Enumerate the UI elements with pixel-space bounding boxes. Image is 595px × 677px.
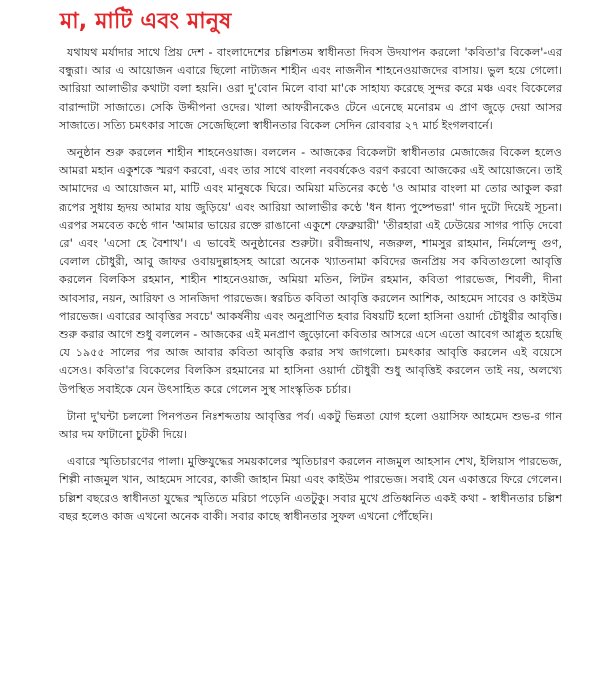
paragraph-4: এবারে স্মৃতিচারণের পালা। মুক্তিযুদ্ধের সময়কালের স্মৃতিচারণ করলেন নাজমুল আহসান শেখ, ইলিয়াস পারভেজ, শিল্পী নাজমুল খান, আহমেদ সাবের, কাজী জাহান মিয়া এবং কাইউম পারভেজ। সবাই যেন একাত্তরে ফিরে গেলেন। চল্লিশ বছরেও স্বাধীনতা যুদ্ধের স্মৃতিতে মরিচা পড়েনি এতটুকু। সবার মুখে প্রতিধ্বনিত একই কথা - স্বাধীনতার চল্লিশ বছর হলেও কাজ এখনো অনেক বাকী। সবার কাছে স্বাধীনতার সুফল এখনো পৌঁছেনি। xyxy=(59,455,562,523)
article-body xyxy=(59,44,562,535)
article-title: মা, মাটি এবং মানুষ xyxy=(60,9,232,34)
paragraph-3: টানা দু'ঘন্টা চললো পিনপতন নিঃশব্দতায় আবৃত্তির পর্ব। একটু ভিন্নতা যোগ হলো ওয়াসিফ আহমেদ শুভ-র গান আর দম ফাটানো চুটকী দিয়ে। xyxy=(59,409,562,442)
paragraph-2: অনুষ্ঠান শুরু করলেন শাহীন শাহনেওয়াজ। বললেন - আজকের বিকেলটা স্বাধীনতার মেজাজের বিকেল হলেও আমরা মহান একুশকে স্মরণ করবো, এবং তার সাথে বাংলা নববর্ষকেও বরণ করবো আজকের এই আয়োজনে। তাই আমাদের এ আয়োজন মা, মাটি এবং মানুষকে ঘিরে। অমিয়া মতিনের কণ্ঠে 'ও আমার বাংলা মা তোর আকুল করা রূপের সুধায় হৃদয় আমার যায় জুড়িয়ে' এবং আরিয়া আলাভীর কণ্ঠে 'ধন ধান্য পুষ্পেভরা' গান দুটো দিয়েই সূচনা। এরপর সমবেত কণ্ঠে গান 'আমার ভায়ের রক্তে রাঙানো একুশে ফেব্রুয়ারী' 'তীরহারা এই ঢেউয়ের সাগর পাড়ি দেবো রে' এবং 'এসো হে বৈশাখ'। এ ভাবেই অনুষ্ঠানের শুরুটা। রবীন্দ্রনাথ, নজরুল, শামসুর রাহমান, নির্মলেন্দু গুণ, বেলাল চৌধুরী, আবু জাফর ওবায়দুল্লাহসহ আরো অনেক খ্যাতনামা কবিদের জনপ্রিয় সব কবিতাগুলো আবৃত্তি করলেন বিলকিস রহমান, শাহীন শাহনেওয়াজ, অমিয়া মতিন, লিটন রহমান, কবিতা পারভেজ, শিবলী, দীনা আবসার, নয়ন, আরিফা ও সানজিদা পারভেজ। স্বরচিত কবিতা আবৃত্তি করলেন আশিক, আহমেদ সাবের ও কাইউম পারভেজ। এবারের আবৃত্তির সবচে' আকর্ষনীয় এবং অনুপ্রাণিত হবার বিষয়টি হলো হাসিনা ওয়ার্দা চৌধুরীর আবৃত্তি। শুরু করার আগে শুধু বললেন - আজকের এই মনপ্রাণ জুড়োনো কবিতার আসরে এসে এতো আবেগ আপ্লুত হয়েছি যে ১৯৫৫ সালের পর আজ আবার কবিতা আবৃত্তি করার সখ জাগলো। চমৎকার আবৃত্তি করলেন এই বয়েসে এসেও। কবিতা'র বিকেলের বিলকিস রহমানের মা হাসিনা ওয়ার্দা চৌধুরী শুধু আবৃত্তিই করলেন তাই নয়, অলখ্যে উপস্থিত সবাইকে যেন উৎসাহিত করে গেলেন সুস্থ সাংস্কৃতিক চর্চার। xyxy=(59,146,562,396)
paragraph-1: যথাযথ মর্যাদার সাথে প্রিয় দেশ - বাংলাদেশের চল্লিশতম স্বাধীনতা দিবস উদযাপন করলো 'কবিতা'র বিকেল'-এর বন্ধুরা। আর এ আয়োজন এবারে ছিলো নাট্যজন শাহীন এবং নাজনীন শাহনেওয়াজদের বাসায়। ভুল হয়ে গেলো। আরিয়া আলাভীর কথাটা বলা হয়নি। ওরা দু'বোন মিলে বাবা মা'কে সাহায্য করেছে সুন্দর করে মঞ্চ এবং বিকেলের বারান্দাটা সাজাতে। সেকি উদ্দীপনা ওদের। খালা আফরীনকেও টেনে এনেছে মনোরম এ প্রাণ জুড়ে দেয়া আসর সাজাতে। সত্যি চমৎকার সাজে সেজেছিলো স্বাধীনতার বিকেল সেদিন রোববার ২৭ মার্চ ইংগলবার্নে। xyxy=(59,46,562,132)
